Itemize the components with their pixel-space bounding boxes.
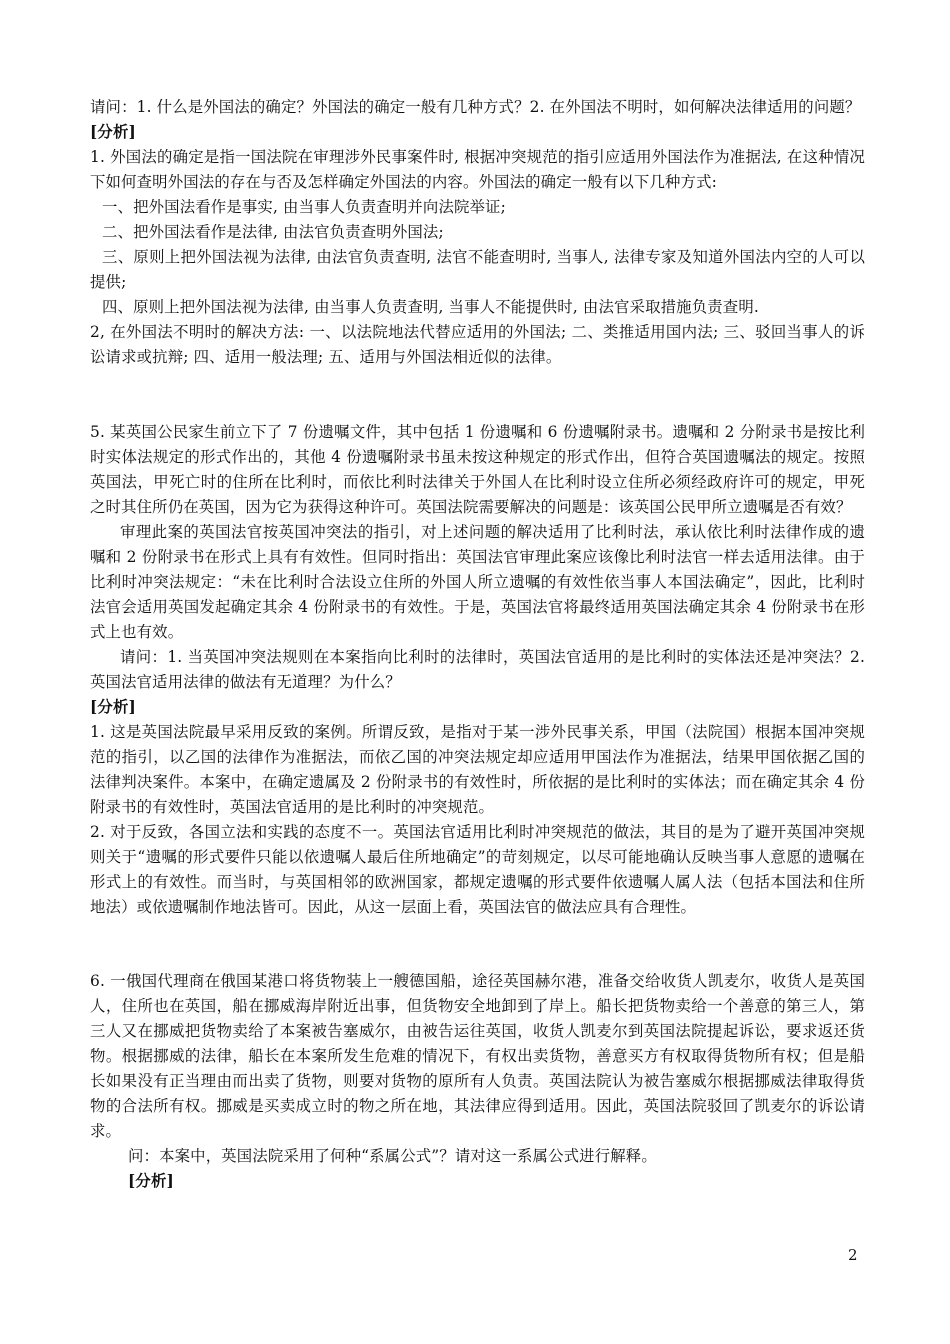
- analysis-heading: [分析]: [128, 1172, 174, 1190]
- question-6: 问：本案中，英国法院采用了何种“系属公式”？请对这一系属公式进行解释。: [128, 1147, 657, 1165]
- method-4: 四、原则上把外国法视为法律, 由当事人负责查明, 当事人不能提供时, 由法官采取措施负责查明.: [102, 298, 759, 316]
- answer-4-1: 1. 外国法的确定是指一国法院在审理涉外民事案件时, 根据冲突规范的指引应适用外国法作为准据法, 在这种情况下如何查明外国法的存在与否及怎样确定外国法的内容。外国法的确定一般有以下几种方式:: [90, 148, 865, 191]
- section-5: [90, 420, 865, 920]
- method-3: 三、原则上把外国法视为法律, 由法官负责查明, 法官不能查明时, 当事人, 法律专家及知道外国法内空的人可以提供;: [90, 248, 865, 291]
- answer-5-2: 2. 对于反致，各国立法和实践的态度不一。英国法官适用比利时冲突规范的做法，其目的是为了避开英国冲突规则关于“遗嘱的形式要件只能以依遗嘱人最后住所地确定”的苛刻规定，以尽可能地确认反映当事人意愿的遗嘱在形式上的有效性。而当时，与英国相邻的欧洲国家，都规定遗嘱的形式要件依遗嘱人属人法（包括本国法和住所地法）或依遗嘱制作地法皆可。因此，从这一层面上看，英国法官的做法应具有合理性。: [90, 823, 865, 916]
- question-4: 请问：1. 什么是外国法的确定？外国法的确定一般有几种方式？2. 在外国法不明时，如何解决法律适用的问题？: [90, 98, 861, 116]
- case-5: 5. 某英国公民家生前立下了 7 份遗嘱文件，其中包括 1 份遗嘱和 6 份遗嘱附录书。遗嘱和 2 分附录书是按比利时实体法规定的形式作出的，其他 4 份遗嘱附录书虽未按这种规定的形式作出，但符合英国遗嘱法的规定。按照英国法，甲死亡时的住所在比利时，而依比利时法律关于外国人在比利时设立住所必须经政府许可的规定，甲死之时其住所仍在英国，因为它为获得这种许可。英国法院需要解决的问题是：该英国公民甲所立遗嘱是否有效？: [90, 423, 865, 516]
- section-4: [90, 95, 865, 370]
- section-spacer: [90, 370, 865, 420]
- document-page: [90, 95, 865, 1194]
- case-6: 6. 一俄国代理商在俄国某港口将货物装上一艘德国船，途径英国赫尔港，准备交给收货人凯麦尔，收货人是英国人，住所也在英国，船在挪威海岸附近出事，但货物安全地卸到了岸上。船长把货物卖给一个善意的第三人，第三人又在挪威把货物卖给了本案被告塞威尔，由被告运往英国，收货人凯麦尔到英国法院提起诉讼，要求返还货物。根据挪威的法律，船长在本案所发生危难的情况下，有权出卖货物，善意买方有权取得货物所有权；但是船长如果没有正当理由而出卖了货物，则要对货物的原所有人负责。英国法院认为被告塞威尔根据挪威法律取得货物的合法所有权。挪威是买卖成立时的物之所在地，其法律应得到适用。因此，英国法院驳回了凯麦尔的诉讼请求。: [90, 972, 865, 1140]
- section-6: [90, 969, 865, 1194]
- analysis-heading: [分析]: [90, 698, 136, 716]
- question-5: 请问：1. 当英国冲突法规则在本案指向比利时的法律时，英国法官适用的是比利时的实体法还是冲突法？2. 英国法官适用法律的做法有无道理？为什么？: [90, 648, 865, 691]
- answer-4-2: 2, 在外国法不明时的解决方法: 一、以法院地法代替应适用的外国法; 二、类推适用国内法; 三、驳回当事人的诉讼请求或抗辩; 四、适用一般法理; 五、适用与外国法相近似的法律。: [90, 323, 865, 366]
- case-5-judgment: 审理此案的英国法官按英国冲突法的指引，对上述问题的解决适用了比利时法，承认依比利时法律作成的遗嘱和 2 份附录书在形式上具有有效性。但同时指出：英国法官审理此案应该像比利时法官一样去适用法律。由于比利时冲突法规定：“未在比利时合法设立住所的外国人所立遗嘱的有效性依当事人本国法确定”，因此，比利时法官会适用英国发起确定其余 4 份附录书的有效性。于是，英国法官将最终适用英国法确定其余 4 份附录书在形式上也有效。: [90, 523, 865, 641]
- section-spacer: [90, 920, 865, 969]
- page-number: 2: [848, 1246, 858, 1264]
- method-2: 二、把外国法看作是法律, 由法官负责查明外国法;: [102, 223, 444, 241]
- analysis-heading: [分析]: [90, 123, 136, 141]
- answer-5-1: 1. 这是英国法院最早采用反致的案例。所谓反致，是指对于某一涉外民事关系，甲国（法院国）根据本国冲突规范的指引，以乙国的法律作为准据法，而依乙国的冲突法规定却应适用甲国法作为准据法，结果甲国依据乙国的法律判决案件。本案中，在确定遗属及 2 份附录书的有效性时，所依据的是比利时的实体法；而在确定其余 4 份附录书的有效性时，英国法官适用的是比利时的冲突规范。: [90, 723, 865, 816]
- method-1: 一、把外国法看作是事实, 由当事人负责查明并向法院举证;: [102, 198, 506, 216]
